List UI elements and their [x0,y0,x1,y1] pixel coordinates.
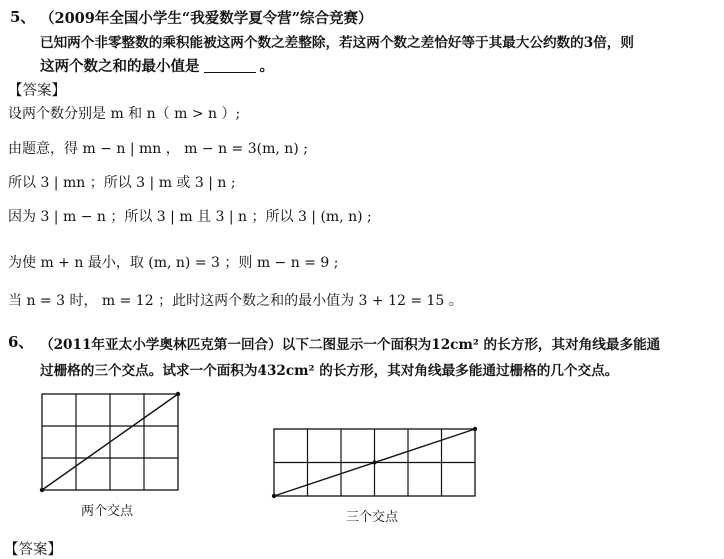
diagonal-endpoint [40,488,44,492]
solution-line-1: 设两个数分别是 m 和 n（ m > n ）; [8,106,241,122]
q5-line1: 已知两个非零整数的乘积能被这两个数之差整除，若这两个数之差恰好等于其最大公约数的3倍，则 [40,35,634,51]
solution-line-2: 由题意，得 m − n | mn ， m − n = 3(m, n) ; [8,141,308,157]
q6-line1: （2011年亚太小学奥林匹克第一回合）以下二图显示一个面积为12cm² 的长方形，其对角线最多能通 [40,337,661,353]
q5-number: 5、 [10,8,36,26]
diagonal-endpoint [473,427,477,431]
figure-2-caption: 三个交点 [346,510,399,525]
q5-line2-end: 。 [259,58,274,75]
answer-label-2: 【答案】 [4,542,62,558]
solution-line-3: 所以 3 | mn ；所以 3 | m 或 3 | n ; [8,175,236,191]
figure-grid-4x3 [38,390,188,495]
q5-line2 [40,55,274,76]
solution-line-5: 为使 m + n 最小，取 (m, n) = 3 ；则 m − n = 9 ; [8,255,339,271]
figure-grid-6x2 [270,425,480,500]
q6-line2: 过栅格的三个交点。试求一个面积为432cm² 的长方形，其对角线最多能通过栅格的几个交点。 [40,363,619,379]
answer-label: 【答案】 [8,83,66,99]
q6-number: 6、 [8,333,34,351]
diagonal-endpoint [176,392,180,396]
solution-line-6: 当 n = 3 时， m = 12 ；此时这两个数之和的最小值为 3 + 12 = 15 。 [8,293,463,309]
q5-source: （2009年全国小学生“我爱数学夏令营”综合竞赛） [40,10,373,27]
figure-1-caption: 两个交点 [81,504,134,519]
diagonal-endpoint [272,494,276,498]
answer-blank [204,58,256,73]
q5-line2-text: 这两个数之和的最小值是 [40,58,200,75]
diagonal-midpoint [372,460,376,464]
solution-line-4: 因为 3 | m − n ；所以 3 | m 且 3 | n ；所以 3 | (m, n) ; [8,209,372,225]
